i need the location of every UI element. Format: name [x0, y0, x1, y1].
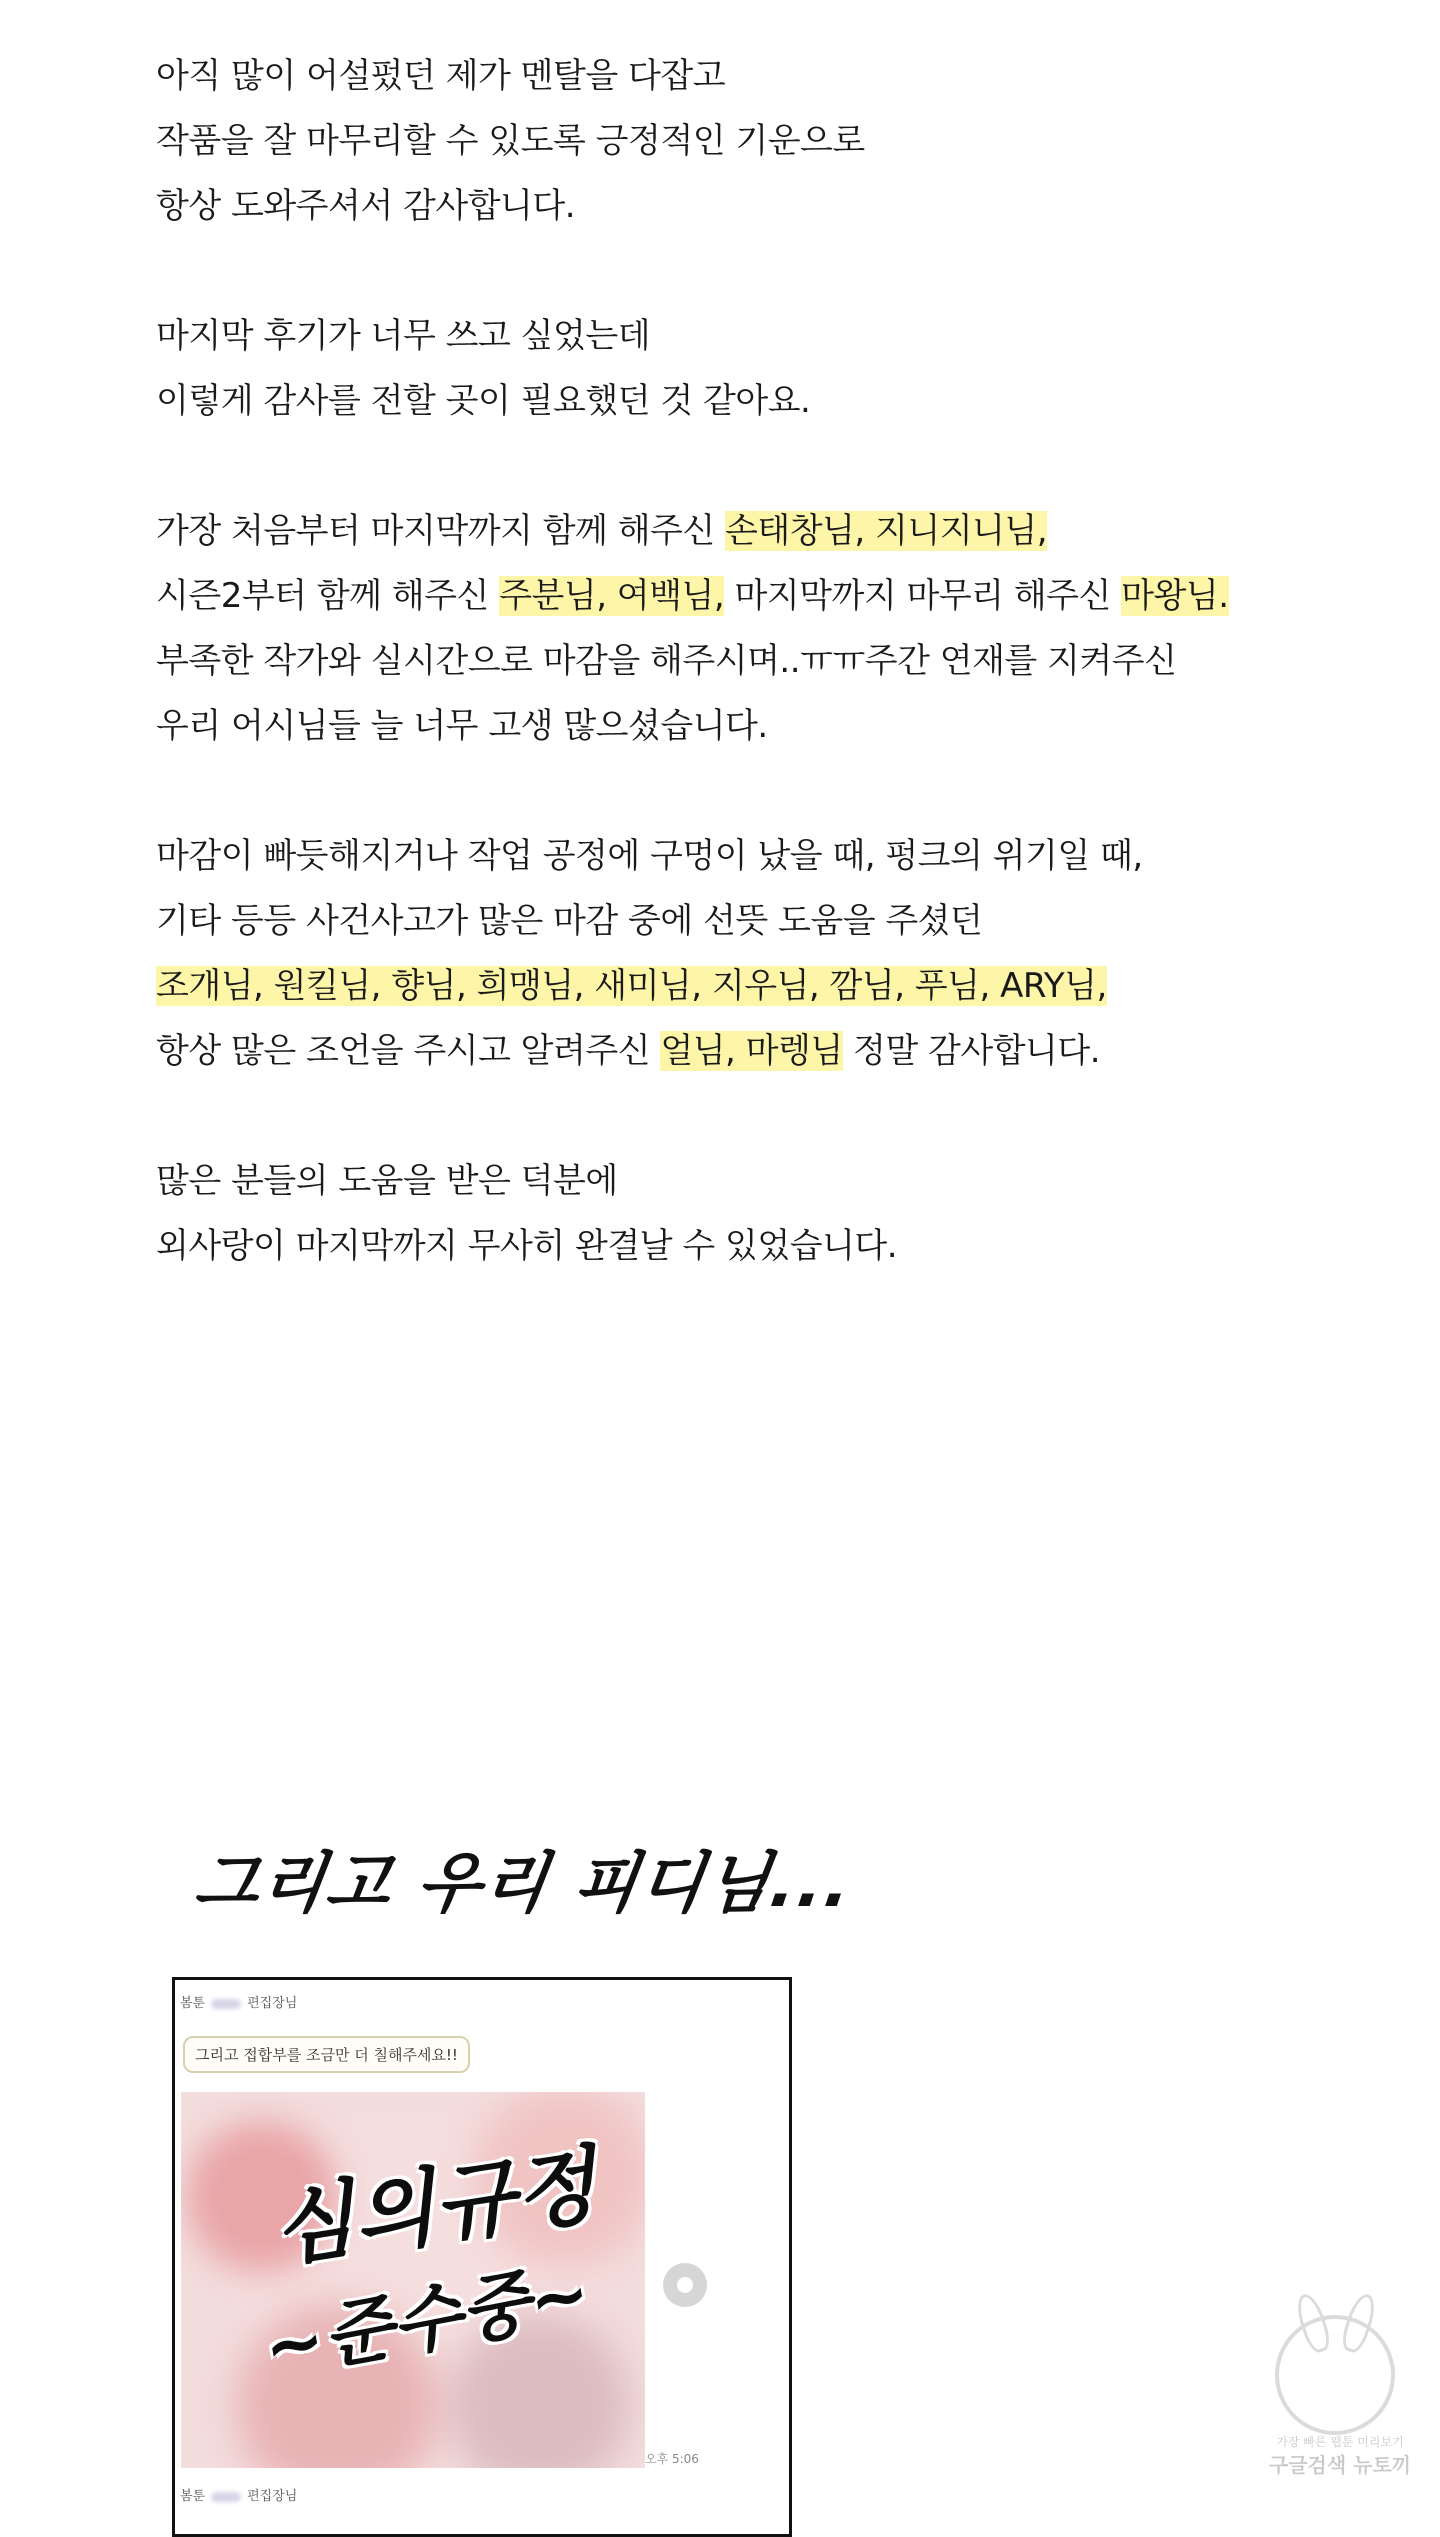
highlighted-names: 마왕님.	[1121, 576, 1229, 616]
chat-message-bubble: 그리고 접합부를 조금만 더 칠해주세요!!	[183, 2036, 470, 2073]
letter-line: 우리 어시님들 늘 너무 고생 많으셨습니다.	[156, 706, 768, 746]
blurred-name	[211, 2492, 241, 2502]
letter-text: 마지막까지 마무리 해주신	[724, 576, 1122, 616]
letter-text: 항상 많은 조언을 주시고 알려주신	[156, 1031, 661, 1071]
highlighted-names: 얼님, 마렝님	[660, 1031, 843, 1071]
paragraph-gap	[156, 759, 1306, 824]
share-icon[interactable]	[663, 2263, 707, 2307]
letter-line: 이렇게 감사를 전할 곳이 필요했던 것 같아요.	[156, 381, 811, 421]
highlighted-names: 손태창님, 지니지니님,	[725, 511, 1048, 551]
sender-prefix: 봄툰	[180, 2489, 206, 2504]
letter-line: 외사랑이 마지막까지 무사히 완결날 수 있었습니다.	[156, 1226, 898, 1266]
letter-line: 항상 도와주셔서 감사합니다.	[156, 186, 576, 226]
paragraph-gap	[156, 1084, 1306, 1149]
sender-prefix: 봄툰	[180, 1996, 206, 2011]
chat-sender	[180, 1992, 297, 2011]
paragraph-gap	[156, 239, 1306, 304]
letter-line	[156, 499, 1306, 564]
watermark-tagline: 가장 빠른 웹툰 미리보기	[1276, 2435, 1404, 2449]
chat-screenshot	[172, 1977, 792, 2537]
letter-line: 많은 분들의 도움을 받은 덕분에	[156, 1161, 618, 1201]
letter-text: 정말 감사합니다.	[842, 1031, 1101, 1071]
censor-sticker	[181, 2092, 645, 2468]
letter-line: 작품을 잘 마무리할 수 있도록 긍정적인 기운으로	[156, 121, 865, 161]
bunny-logo-icon	[1275, 2315, 1395, 2435]
watermark-brand: 구글검색 뉴토끼	[1268, 2453, 1412, 2477]
letter-line	[156, 1019, 1306, 1084]
letter-line: 기타 등등 사건사고가 많은 마감 중에 선뜻 도움을 주셨던	[156, 901, 983, 941]
highlighted-names: 주분님, 여백님,	[499, 576, 725, 616]
letter-line: 마감이 빠듯해지거나 작업 공정에 구멍이 났을 때, 펑크의 위기일 때,	[156, 836, 1143, 876]
letter-line: 아직 많이 어설펐던 제가 멘탈을 다잡고	[156, 56, 726, 96]
message-timestamp: 오후 5:06	[645, 2452, 699, 2466]
letter-line: 부족한 작가와 실시간으로 마감을 해주시며..ㅠㅠ주간 연재를 지켜주신	[156, 641, 1177, 681]
chat-sender	[180, 2485, 297, 2504]
site-watermark	[1255, 2315, 1425, 2485]
letter-text: 시즌2부터 함께 해주신	[156, 576, 500, 616]
letter-line	[156, 954, 1306, 1019]
pd-heading: 그리고 우리 피디님...	[189, 1845, 858, 1922]
paragraph-gap	[156, 434, 1306, 499]
sticker-text-line2: ~준수중~	[257, 2249, 597, 2390]
letter-text: 가장 처음부터 마지막까지 함께 해주신	[156, 511, 726, 551]
chat-image-message	[181, 2092, 645, 2468]
letter-line	[156, 564, 1306, 629]
sender-role: 편집장님	[247, 1996, 298, 2011]
afterword-letter	[156, 44, 1306, 1279]
letter-line: 마지막 후기가 너무 쓰고 싶었는데	[156, 316, 651, 356]
sticker-text-line1: 심의규정	[266, 2135, 602, 2279]
sender-role: 편집장님	[247, 2489, 298, 2504]
blurred-name	[211, 1999, 241, 2009]
highlighted-names: 조개님, 원킬님, 향님, 희맹님, 새미님, 지우님, 깜님, 푸님, ARY님,	[156, 966, 1107, 1006]
